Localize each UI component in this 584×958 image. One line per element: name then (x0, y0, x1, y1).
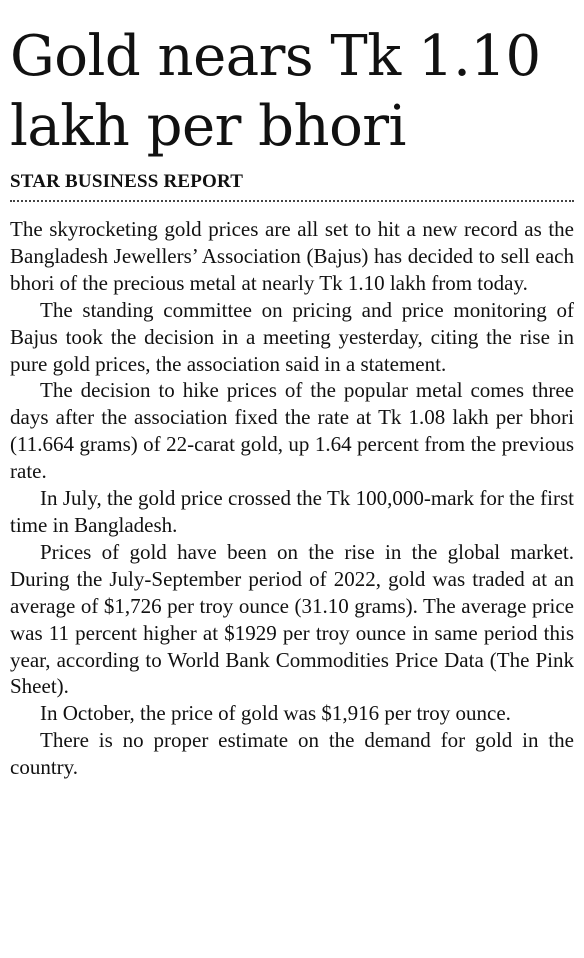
paragraph-7: There is no proper estimate on the demand for gold in the country. (10, 728, 574, 780)
headline (10, 0, 574, 162)
paragraph-2: The standing committee on pricing and price monitoring of Bajus took the decision in a meeting yesterday, citing the rise in pure gold prices, the association said in a statement. (10, 297, 574, 376)
paragraph-4: In July, the gold price crossed the Tk 100,000-mark for the first time in Bangladesh. (10, 486, 574, 537)
article-body (10, 216, 574, 781)
paragraph-3: The decision to hike prices of the popular metal comes three days after the association fixed the rate at Tk 1.08 lakh per bhori (11.664 grams) of 22-carat gold, up 1.64 percent from the previous rate. (10, 378, 574, 484)
headline-line-1: Gold nears Tk 1.10 (10, 24, 541, 89)
byline: STAR BUSINESS REPORT (10, 171, 244, 192)
headline-line-2: lakh per bhori (10, 94, 406, 159)
dotted-divider (10, 200, 574, 202)
paragraph-5: Prices of gold have been on the rise in the global market. During the July-September period of 2022, gold was traded at an average of $1,726 per troy ounce (31.10 grams). The average price was 11 percent higher at $1929 per troy ounce in same period this year, according to World Bank Commodities Price Data (The Pink Sheet). (10, 539, 574, 699)
news-article (10, 0, 574, 781)
paragraph-1: The skyrocketing gold prices are all set to hit a new record as the Bangladesh Jewellers’ Association (Bajus) has decided to sell each bhori of the precious metal at nearly Tk 1.10 lakh from today. (10, 217, 574, 295)
paragraph-6: In October, the price of gold was $1,916 per troy ounce. (40, 701, 511, 726)
